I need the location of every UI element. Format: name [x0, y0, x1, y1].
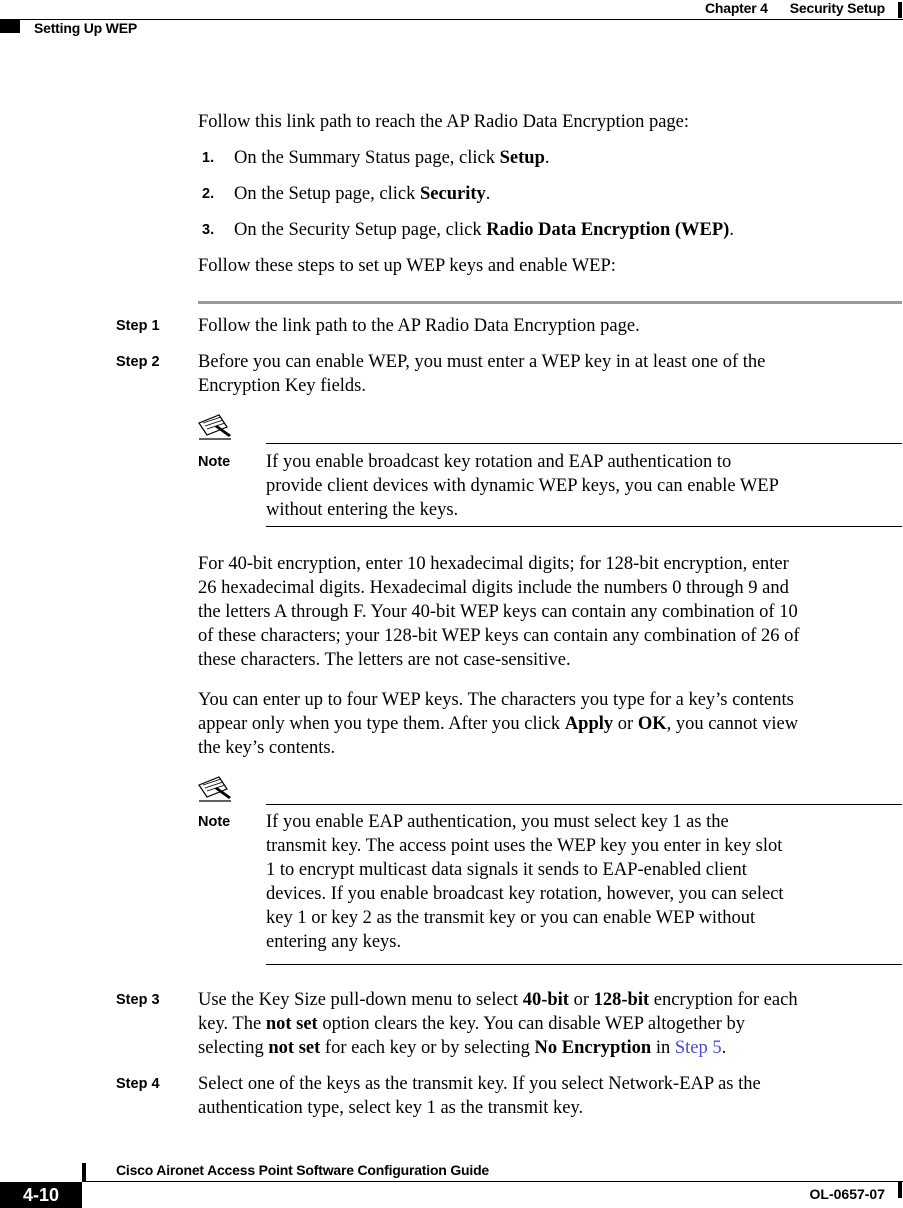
header-block-left	[0, 20, 20, 33]
steps-intro: Follow these steps to set up WEP keys and enable WEP:	[198, 256, 616, 276]
note-text: If you enable EAP authentication, you must select key 1 as the transmit key. The access point uses the WEP key you enter in key slot 1 to encrypt multicast data signals it sends to EAP-enabled client devices. If you enable broadcast key rotation, however, you can select key 1 or key 2 as the transmit key or you can enable WEP without entering any keys.	[266, 812, 784, 952]
step-label: Step 4	[116, 1076, 160, 1092]
guide-title: Cisco Aironet Access Point Software Configuration Guide	[116, 1162, 490, 1178]
note-text: If you enable broadcast key rotation and EAP authentication to provide client devices with dynamic WEP keys, you can enable WEP without entering the keys.	[266, 452, 779, 520]
path-step: On the Security Setup page, click Radio Data Encryption (WEP).	[234, 220, 734, 240]
note-rule-top	[266, 804, 902, 805]
step-label: Step 3	[116, 992, 160, 1008]
step-5-link[interactable]: Step 5	[674, 1038, 722, 1058]
chapter-number: Chapter 4	[704, 0, 768, 16]
paragraph: For 40-bit encryption, enter 10 hexadecimal digits; for 128-bit encryption, enter 26 hexadecimal digits. Hexadecimal digits include the numbers 0 through 9 and the letters A through F. Your 40-bit WEP keys can contain any combination of 10 of these characters; your 128-bit WEP keys can contain any combination of 26 of these characters. The letters are not case-sensitive.	[198, 554, 800, 670]
note-rule-bottom	[266, 964, 902, 965]
note-label: Note	[198, 814, 231, 830]
step-text: Select one of the keys as the transmit key. If you select Network-EAP as the authentication type, select key 1 as the transmit key.	[198, 1074, 761, 1118]
path-step: On the Setup page, click Security.	[234, 184, 491, 204]
path-step-number: 1.	[202, 150, 215, 166]
header-chapter	[640, 0, 885, 16]
note-label: Note	[198, 454, 231, 470]
document-id: OL-0657-07	[809, 1186, 885, 1202]
step-label: Step 2	[116, 354, 160, 370]
footer-tick-right	[898, 1182, 902, 1198]
footer-rule	[82, 1181, 903, 1182]
paragraph: You can enter up to four WEP keys. The characters you type for a key’s contents appear only when you type them. After you click Apply or OK, you cannot view the key’s contents.	[198, 690, 799, 758]
note-rule-bottom	[266, 526, 902, 527]
note-pencil-icon	[197, 775, 233, 803]
note-pencil-icon	[197, 413, 233, 441]
header-tick-right	[898, 2, 902, 18]
step-text: Follow the link path to the AP Radio Data Encryption page.	[198, 316, 640, 336]
path-step-number: 2.	[202, 186, 215, 202]
footer-tick-left	[82, 1163, 86, 1181]
step-label: Step 1	[116, 318, 160, 334]
page-number: 4-10	[0, 1182, 82, 1208]
chapter-title: Security Setup	[789, 0, 885, 16]
path-step: On the Summary Status page, click Setup.	[234, 148, 550, 168]
intro-text: Follow this link path to reach the AP Radio Data Encryption page:	[198, 112, 690, 132]
section-title: Setting Up WEP	[34, 20, 137, 36]
step-text: Use the Key Size pull-down menu to select 40-bit or 128-bit encryption for each key. The not set option clears the key. You can disable WEP altogether by selecting not set for each key or by selecting No Encryption in Step 5.	[198, 990, 798, 1058]
note-rule-top	[266, 443, 902, 444]
procedure-rule	[198, 301, 902, 304]
path-step-number: 3.	[202, 222, 215, 238]
step-text: Before you can enable WEP, you must enter a WEP key in at least one of the Encryption Key fields.	[198, 352, 766, 396]
